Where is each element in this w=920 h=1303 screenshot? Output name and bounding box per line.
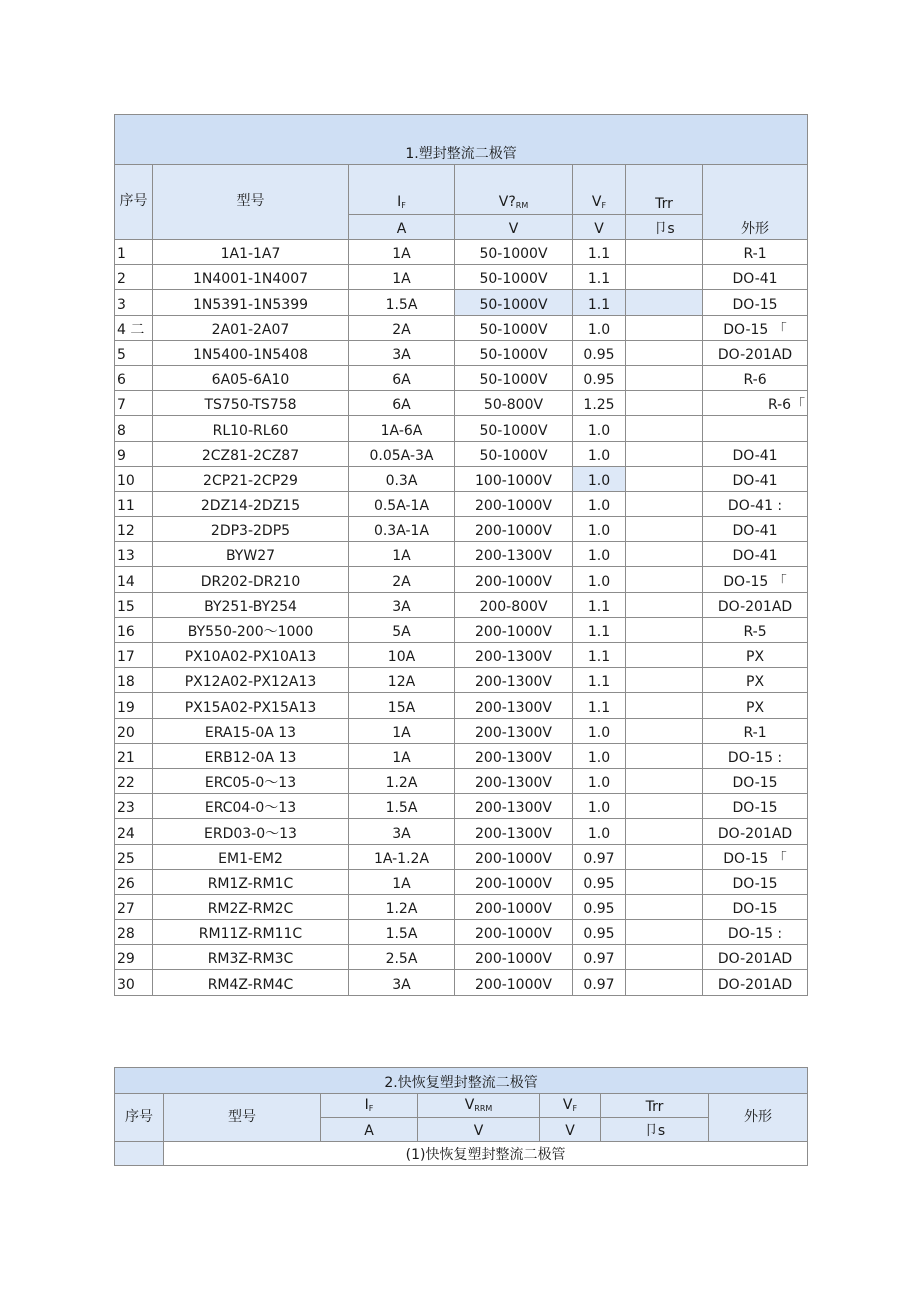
- row-shape: DO-15 「: [703, 567, 808, 592]
- table-2-title: 2.快恢复塑封整流二极管: [115, 1068, 808, 1094]
- row-if: 1A: [349, 542, 455, 567]
- table-row: [115, 592, 808, 617]
- row-seq: 24: [115, 819, 153, 844]
- row-shape: [703, 416, 808, 441]
- row-seq: 11: [115, 491, 153, 516]
- row-model: 1A1-1A7: [153, 240, 349, 265]
- row-model: BY251-BY254: [153, 592, 349, 617]
- row-shape: DO-201AD: [703, 340, 808, 365]
- unit-vf: V: [573, 215, 626, 240]
- table-row: [115, 517, 808, 542]
- row-vrrm: 200-1000V: [455, 491, 573, 516]
- row-if: 2A: [349, 567, 455, 592]
- header-trr: Trr: [601, 1094, 709, 1118]
- row-vrrm: 200-1300V: [455, 819, 573, 844]
- table-row: [115, 844, 808, 869]
- row-seq: 21: [115, 743, 153, 768]
- row-trr: [626, 920, 703, 945]
- row-model: 2CZ81-2CZ87: [153, 441, 349, 466]
- row-vf: 1.0: [573, 718, 626, 743]
- header-if: $I_F$: [321, 1094, 418, 1118]
- row-model: RM1Z-RM1C: [153, 869, 349, 894]
- row-model: RM11Z-RM11C: [153, 920, 349, 945]
- row-trr: [626, 340, 703, 365]
- table-row: [115, 315, 808, 340]
- header-vrrm: $V_{RRM}$: [418, 1094, 540, 1118]
- row-vf: 1.1: [573, 265, 626, 290]
- row-vf: 1.1: [573, 592, 626, 617]
- table-row: [115, 743, 808, 768]
- row-trr: [626, 466, 703, 491]
- row-vf: 0.95: [573, 365, 626, 390]
- row-model: ERC04-0〜13: [153, 794, 349, 819]
- row-vrrm: 200-1000V: [455, 970, 573, 995]
- row-vf: 0.95: [573, 340, 626, 365]
- row-trr: [626, 416, 703, 441]
- row-if: 1.2A: [349, 894, 455, 919]
- row-seq: 30: [115, 970, 153, 995]
- row-shape: DO-15 「: [703, 315, 808, 340]
- row-model: 1N4001-1N4007: [153, 265, 349, 290]
- table-row: [115, 340, 808, 365]
- row-vrrm: 200-1300V: [455, 794, 573, 819]
- table-row: [115, 466, 808, 491]
- row-shape: R-6「: [703, 391, 808, 416]
- row-seq: 17: [115, 643, 153, 668]
- row-vf: 0.97: [573, 970, 626, 995]
- row-vrrm: 200-1300V: [455, 668, 573, 693]
- row-trr: [626, 970, 703, 995]
- row-if: 12A: [349, 668, 455, 693]
- row-seq: 12: [115, 517, 153, 542]
- row-vf: 1.0: [573, 743, 626, 768]
- row-vrrm: 200-1000V: [455, 920, 573, 945]
- row-if: 1A: [349, 240, 455, 265]
- row-vrrm: 200-1000V: [455, 945, 573, 970]
- row-vrrm: 200-1300V: [455, 693, 573, 718]
- header-seq: 序号: [115, 1094, 164, 1142]
- row-if: 15A: [349, 693, 455, 718]
- row-model: PX10A02-PX10A13: [153, 643, 349, 668]
- row-vf: 1.1: [573, 643, 626, 668]
- row-model: RM3Z-RM3C: [153, 945, 349, 970]
- diode-table-2: [114, 1067, 808, 1166]
- row-if: 10A: [349, 643, 455, 668]
- table-row: [115, 290, 808, 315]
- row-vrrm: 50-1000V: [455, 416, 573, 441]
- row-seq: 20: [115, 718, 153, 743]
- row-vf: 1.0: [573, 768, 626, 793]
- row-trr: [626, 265, 703, 290]
- row-model: ERB12-0A 13: [153, 743, 349, 768]
- row-trr: [626, 945, 703, 970]
- row-vf: 1.0: [573, 466, 626, 491]
- row-vrrm: 50-1000V: [455, 441, 573, 466]
- row-trr: [626, 743, 703, 768]
- row-vrrm: 200-1300V: [455, 643, 573, 668]
- row-vf: 1.0: [573, 315, 626, 340]
- row-vf: 1.0: [573, 794, 626, 819]
- row-seq: 2: [115, 265, 153, 290]
- row-trr: [626, 869, 703, 894]
- row-vrrm: 200-1000V: [455, 517, 573, 542]
- row-if: 0.05A-3A: [349, 441, 455, 466]
- header-if: $I_F$: [349, 165, 455, 215]
- row-model: BY550-200〜1000: [153, 617, 349, 642]
- row-shape: PX: [703, 693, 808, 718]
- header-trr: Trr: [626, 165, 703, 215]
- row-vf: 1.1: [573, 617, 626, 642]
- row-if: 1A: [349, 718, 455, 743]
- row-seq: 9: [115, 441, 153, 466]
- row-if: 3A: [349, 819, 455, 844]
- row-shape: PX: [703, 668, 808, 693]
- row-seq: 3: [115, 290, 153, 315]
- table-row: [115, 945, 808, 970]
- row-if: 1A: [349, 743, 455, 768]
- row-vrrm: 200-1300V: [455, 718, 573, 743]
- row-if: 2.5A: [349, 945, 455, 970]
- row-shape: R-1: [703, 718, 808, 743]
- row-trr: [626, 592, 703, 617]
- row-shape: DO-15 :: [703, 743, 808, 768]
- row-if: 1.2A: [349, 768, 455, 793]
- row-trr: [626, 718, 703, 743]
- row-if: 3A: [349, 592, 455, 617]
- row-seq: 22: [115, 768, 153, 793]
- row-model: ERD03-0〜13: [153, 819, 349, 844]
- row-vf: 1.0: [573, 567, 626, 592]
- row-model: ERA15-0A 13: [153, 718, 349, 743]
- row-vrrm: 50-1000V: [455, 365, 573, 390]
- table-row: [115, 617, 808, 642]
- row-shape: DO-41: [703, 265, 808, 290]
- header-vf: $V_F$: [573, 165, 626, 215]
- row-seq: 5: [115, 340, 153, 365]
- header-shape: 外形: [703, 165, 808, 240]
- row-seq: 10: [115, 466, 153, 491]
- row-if: 3A: [349, 970, 455, 995]
- row-if: 6A: [349, 365, 455, 390]
- row-seq: 29: [115, 945, 153, 970]
- row-vrrm: 200-1300V: [455, 542, 573, 567]
- row-trr: [626, 441, 703, 466]
- unit-if: A: [349, 215, 455, 240]
- row-trr: [626, 542, 703, 567]
- row-if: 1.5A: [349, 290, 455, 315]
- row-trr: [626, 315, 703, 340]
- table-row: [115, 240, 808, 265]
- row-shape: DO-15: [703, 768, 808, 793]
- row-if: 3A: [349, 340, 455, 365]
- row-vrrm: 50-1000V: [455, 290, 573, 315]
- row-vf: 1.1: [573, 668, 626, 693]
- row-shape: DO-201AD: [703, 592, 808, 617]
- row-model: BYW27: [153, 542, 349, 567]
- row-vrrm: 200-800V: [455, 592, 573, 617]
- row-trr: [626, 365, 703, 390]
- table-1-title: 1.塑封整流二极管: [115, 115, 808, 165]
- row-vrrm: 200-1000V: [455, 844, 573, 869]
- row-trr: [626, 491, 703, 516]
- table-row: [115, 416, 808, 441]
- row-if: 1.5A: [349, 920, 455, 945]
- unit-if: A: [321, 1118, 418, 1142]
- row-trr: [626, 668, 703, 693]
- row-seq: 4 二: [115, 315, 153, 340]
- row-trr: [626, 517, 703, 542]
- table-row: [115, 819, 808, 844]
- unit-vf: V: [540, 1118, 601, 1142]
- row-trr: [626, 643, 703, 668]
- row-shape: DO-15: [703, 290, 808, 315]
- row-seq: 26: [115, 869, 153, 894]
- row-vrrm: 200-1000V: [455, 894, 573, 919]
- row-trr: [626, 819, 703, 844]
- row-shape: DO-41: [703, 441, 808, 466]
- row-shape: DO-41: [703, 466, 808, 491]
- row-model: 1N5391-1N5399: [153, 290, 349, 315]
- row-if: 1A: [349, 869, 455, 894]
- row-vrrm: 200-1000V: [455, 617, 573, 642]
- row-seq: 19: [115, 693, 153, 718]
- header-shape: 外形: [709, 1094, 808, 1142]
- row-vf: 1.1: [573, 290, 626, 315]
- row-vf: 1.25: [573, 391, 626, 416]
- row-vrrm: 50-1000V: [455, 265, 573, 290]
- header-vf: $V_F$: [540, 1094, 601, 1118]
- table-row: [115, 567, 808, 592]
- row-trr: [626, 693, 703, 718]
- row-model: PX12A02-PX12A13: [153, 668, 349, 693]
- row-if: 1A-1.2A: [349, 844, 455, 869]
- row-seq: 25: [115, 844, 153, 869]
- row-trr: [626, 844, 703, 869]
- row-shape: DO-15 :: [703, 920, 808, 945]
- table-row: [115, 491, 808, 516]
- diode-table-1: [114, 114, 808, 996]
- row-shape: R-5: [703, 617, 808, 642]
- row-shape: DO-15 「: [703, 844, 808, 869]
- row-if: 5A: [349, 617, 455, 642]
- row-seq: 13: [115, 542, 153, 567]
- row-model: RL10-RL60: [153, 416, 349, 441]
- row-trr: [626, 894, 703, 919]
- unit-trr: 卩s: [601, 1118, 709, 1142]
- table-row: [115, 794, 808, 819]
- row-vf: 0.95: [573, 869, 626, 894]
- row-seq: 8: [115, 416, 153, 441]
- table-row: [115, 265, 808, 290]
- row-seq: 27: [115, 894, 153, 919]
- row-shape: DO-15: [703, 894, 808, 919]
- row-vf: 0.95: [573, 894, 626, 919]
- header-model: 型号: [153, 165, 349, 240]
- row-vrrm: 200-1000V: [455, 869, 573, 894]
- row-shape: R-6: [703, 365, 808, 390]
- row-vrrm: 50-1000V: [455, 240, 573, 265]
- row-shape: DO-201AD: [703, 970, 808, 995]
- row-model: 2DZ14-2DZ15: [153, 491, 349, 516]
- row-vrrm: 100-1000V: [455, 466, 573, 491]
- header-vrrm: $V?_{RM}$: [455, 165, 573, 215]
- table-row: [115, 718, 808, 743]
- table-row: [115, 391, 808, 416]
- row-trr: [626, 240, 703, 265]
- row-vrrm: 50-1000V: [455, 315, 573, 340]
- row-if: 0.3A: [349, 466, 455, 491]
- row-vrrm: 200-1300V: [455, 768, 573, 793]
- row-seq: 1: [115, 240, 153, 265]
- table-row: [115, 365, 808, 390]
- table-row: [115, 970, 808, 995]
- table-row: [115, 441, 808, 466]
- row-shape: DO-201AD: [703, 819, 808, 844]
- row-model: TS750-TS758: [153, 391, 349, 416]
- row-if: 6A: [349, 391, 455, 416]
- row-shape: DO-15: [703, 794, 808, 819]
- row-if: 0.5A-1A: [349, 491, 455, 516]
- row-if: 1.5A: [349, 794, 455, 819]
- table-row: [115, 668, 808, 693]
- row-model: EM1-EM2: [153, 844, 349, 869]
- row-if: 1A: [349, 265, 455, 290]
- row-shape: PX: [703, 643, 808, 668]
- row-model: 2A01-2A07: [153, 315, 349, 340]
- row-shape: DO-201AD: [703, 945, 808, 970]
- table-row: [115, 920, 808, 945]
- row-seq: 28: [115, 920, 153, 945]
- row-vrrm: 200-1000V: [455, 567, 573, 592]
- table-row: [115, 542, 808, 567]
- row-seq: 6: [115, 365, 153, 390]
- row-model: DR202-DR210: [153, 567, 349, 592]
- row-seq: 14: [115, 567, 153, 592]
- row-if: 0.3A-1A: [349, 517, 455, 542]
- row-vf: 1.0: [573, 542, 626, 567]
- table-2-subtitle: (1)快恢复塑封整流二极管: [164, 1142, 808, 1166]
- row-model: 2DP3-2DP5: [153, 517, 349, 542]
- row-vf: 0.97: [573, 844, 626, 869]
- row-trr: [626, 290, 703, 315]
- row-model: RM4Z-RM4C: [153, 970, 349, 995]
- table-row: [115, 768, 808, 793]
- row-seq: 23: [115, 794, 153, 819]
- row-vrrm: 50-800V: [455, 391, 573, 416]
- unit-trr: 卩s: [626, 215, 703, 240]
- row-model: 1N5400-1N5408: [153, 340, 349, 365]
- row-seq: 16: [115, 617, 153, 642]
- row-trr: [626, 617, 703, 642]
- row-shape: R-1: [703, 240, 808, 265]
- row-model: 6A05-6A10: [153, 365, 349, 390]
- row-trr: [626, 567, 703, 592]
- row-vf: 1.1: [573, 693, 626, 718]
- row-if: 1A-6A: [349, 416, 455, 441]
- row-vf: 1.0: [573, 441, 626, 466]
- row-shape: DO-41 :: [703, 491, 808, 516]
- row-vrrm: 200-1300V: [455, 743, 573, 768]
- row-vf: 1.0: [573, 491, 626, 516]
- row-shape: DO-41: [703, 542, 808, 567]
- row-model: ERC05-0〜13: [153, 768, 349, 793]
- row-if: 2A: [349, 315, 455, 340]
- row-vf: 0.97: [573, 945, 626, 970]
- row-trr: [626, 794, 703, 819]
- row-seq: 7: [115, 391, 153, 416]
- row-vf: 0.95: [573, 920, 626, 945]
- row-seq: 15: [115, 592, 153, 617]
- row-vf: 1.1: [573, 240, 626, 265]
- unit-vrrm: V: [455, 215, 573, 240]
- header-seq: 序号: [115, 165, 153, 240]
- subtitle-seq-cell: [115, 1142, 164, 1166]
- row-vf: 1.0: [573, 819, 626, 844]
- row-vf: 1.0: [573, 416, 626, 441]
- row-seq: 18: [115, 668, 153, 693]
- row-vf: 1.0: [573, 517, 626, 542]
- table-row: [115, 693, 808, 718]
- row-model: RM2Z-RM2C: [153, 894, 349, 919]
- row-shape: DO-41: [703, 517, 808, 542]
- row-vrrm: 50-1000V: [455, 340, 573, 365]
- table-row: [115, 894, 808, 919]
- header-model: 型号: [164, 1094, 321, 1142]
- row-trr: [626, 391, 703, 416]
- row-trr: [626, 768, 703, 793]
- table-row: [115, 643, 808, 668]
- table-row: [115, 869, 808, 894]
- unit-vrrm: V: [418, 1118, 540, 1142]
- row-model: PX15A02-PX15A13: [153, 693, 349, 718]
- row-shape: DO-15: [703, 869, 808, 894]
- row-model: 2CP21-2CP29: [153, 466, 349, 491]
